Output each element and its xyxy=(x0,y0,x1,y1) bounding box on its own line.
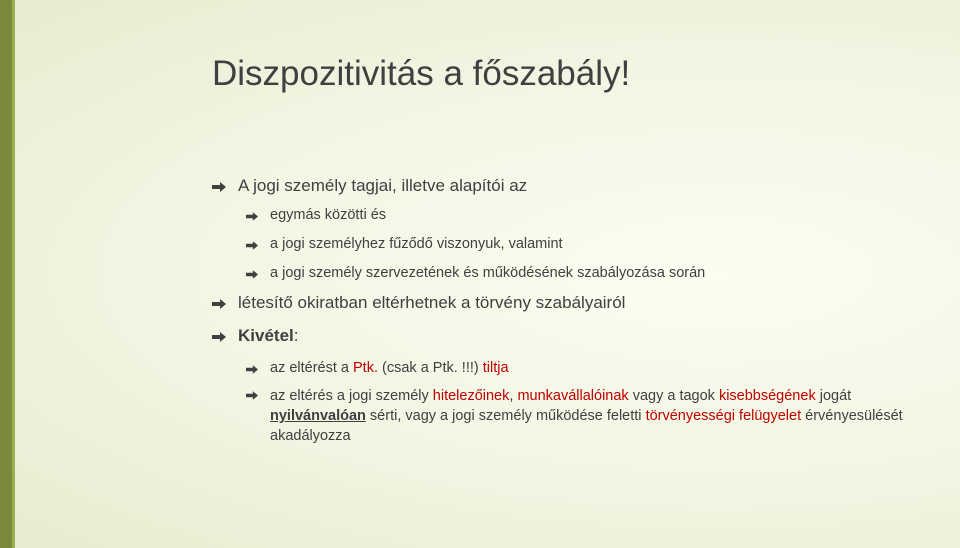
legal-supervision-highlight: törvényességi felügyelet xyxy=(645,408,802,424)
text-segment: , xyxy=(509,388,518,404)
text-segment: sérti, vagy a jogi személy működése feletti xyxy=(365,408,646,424)
text-segment: az eltérést a xyxy=(270,360,354,376)
bullet-text: a jogi személyhez fűződő viszonyuk, valamint xyxy=(270,236,563,252)
sub-bullet-item xyxy=(246,265,705,281)
arrow-bullet-icon xyxy=(212,182,226,192)
text-segment: az eltérés a jogi személy xyxy=(270,388,433,404)
exception-colon: : xyxy=(293,326,299,345)
bullet-text xyxy=(270,360,509,376)
arrow-bullet-icon xyxy=(246,241,258,250)
text-segment: érvényesülését akadályozza xyxy=(270,408,903,444)
bullet-text xyxy=(238,326,298,346)
bullet-text xyxy=(270,386,936,446)
sub-bullet-item xyxy=(246,360,509,376)
sub-bullet-item xyxy=(246,207,386,223)
text-segment: (csak a Ptk. !!!) xyxy=(378,360,483,376)
bullet-text: egymás közötti és xyxy=(270,207,387,223)
arrow-bullet-icon xyxy=(246,270,258,279)
arrow-bullet-icon xyxy=(246,391,258,400)
text-segment: jogát xyxy=(815,388,852,404)
ptk-highlight: Ptk. xyxy=(353,360,378,376)
arrow-bullet-icon xyxy=(246,212,258,221)
exception-label: Kivétel xyxy=(238,326,294,345)
bullet-item xyxy=(212,293,625,313)
bullet-item-exception xyxy=(212,326,298,346)
slide-title: Diszpozitivitás a főszabály! xyxy=(212,54,631,93)
tiltja-highlight: tiltja xyxy=(482,360,509,376)
minority-highlight: kisebbségének xyxy=(718,388,816,404)
sub-bullet-item xyxy=(246,236,563,252)
bullet-item xyxy=(212,176,527,196)
bullet-text: létesítő okiratban eltérhetnek a törvény szabályairól xyxy=(238,293,626,312)
arrow-bullet-icon xyxy=(246,365,258,374)
creditors-highlight: hitelezőinek xyxy=(432,388,510,404)
sub-bullet-item xyxy=(246,386,936,446)
text-segment: vagy a tagok xyxy=(628,388,719,404)
obviously-emphasis: nyilvánvalóan xyxy=(270,408,366,424)
bullet-text: a jogi személy szervezetének és működésének szabályozása során xyxy=(270,265,706,281)
arrow-bullet-icon xyxy=(212,332,226,342)
arrow-bullet-icon xyxy=(212,299,226,309)
employees-highlight: munkavállalóinak xyxy=(517,388,629,404)
left-accent-bar xyxy=(0,0,12,548)
bullet-text: A jogi személy tagjai, illetve alapítói az xyxy=(238,176,528,195)
